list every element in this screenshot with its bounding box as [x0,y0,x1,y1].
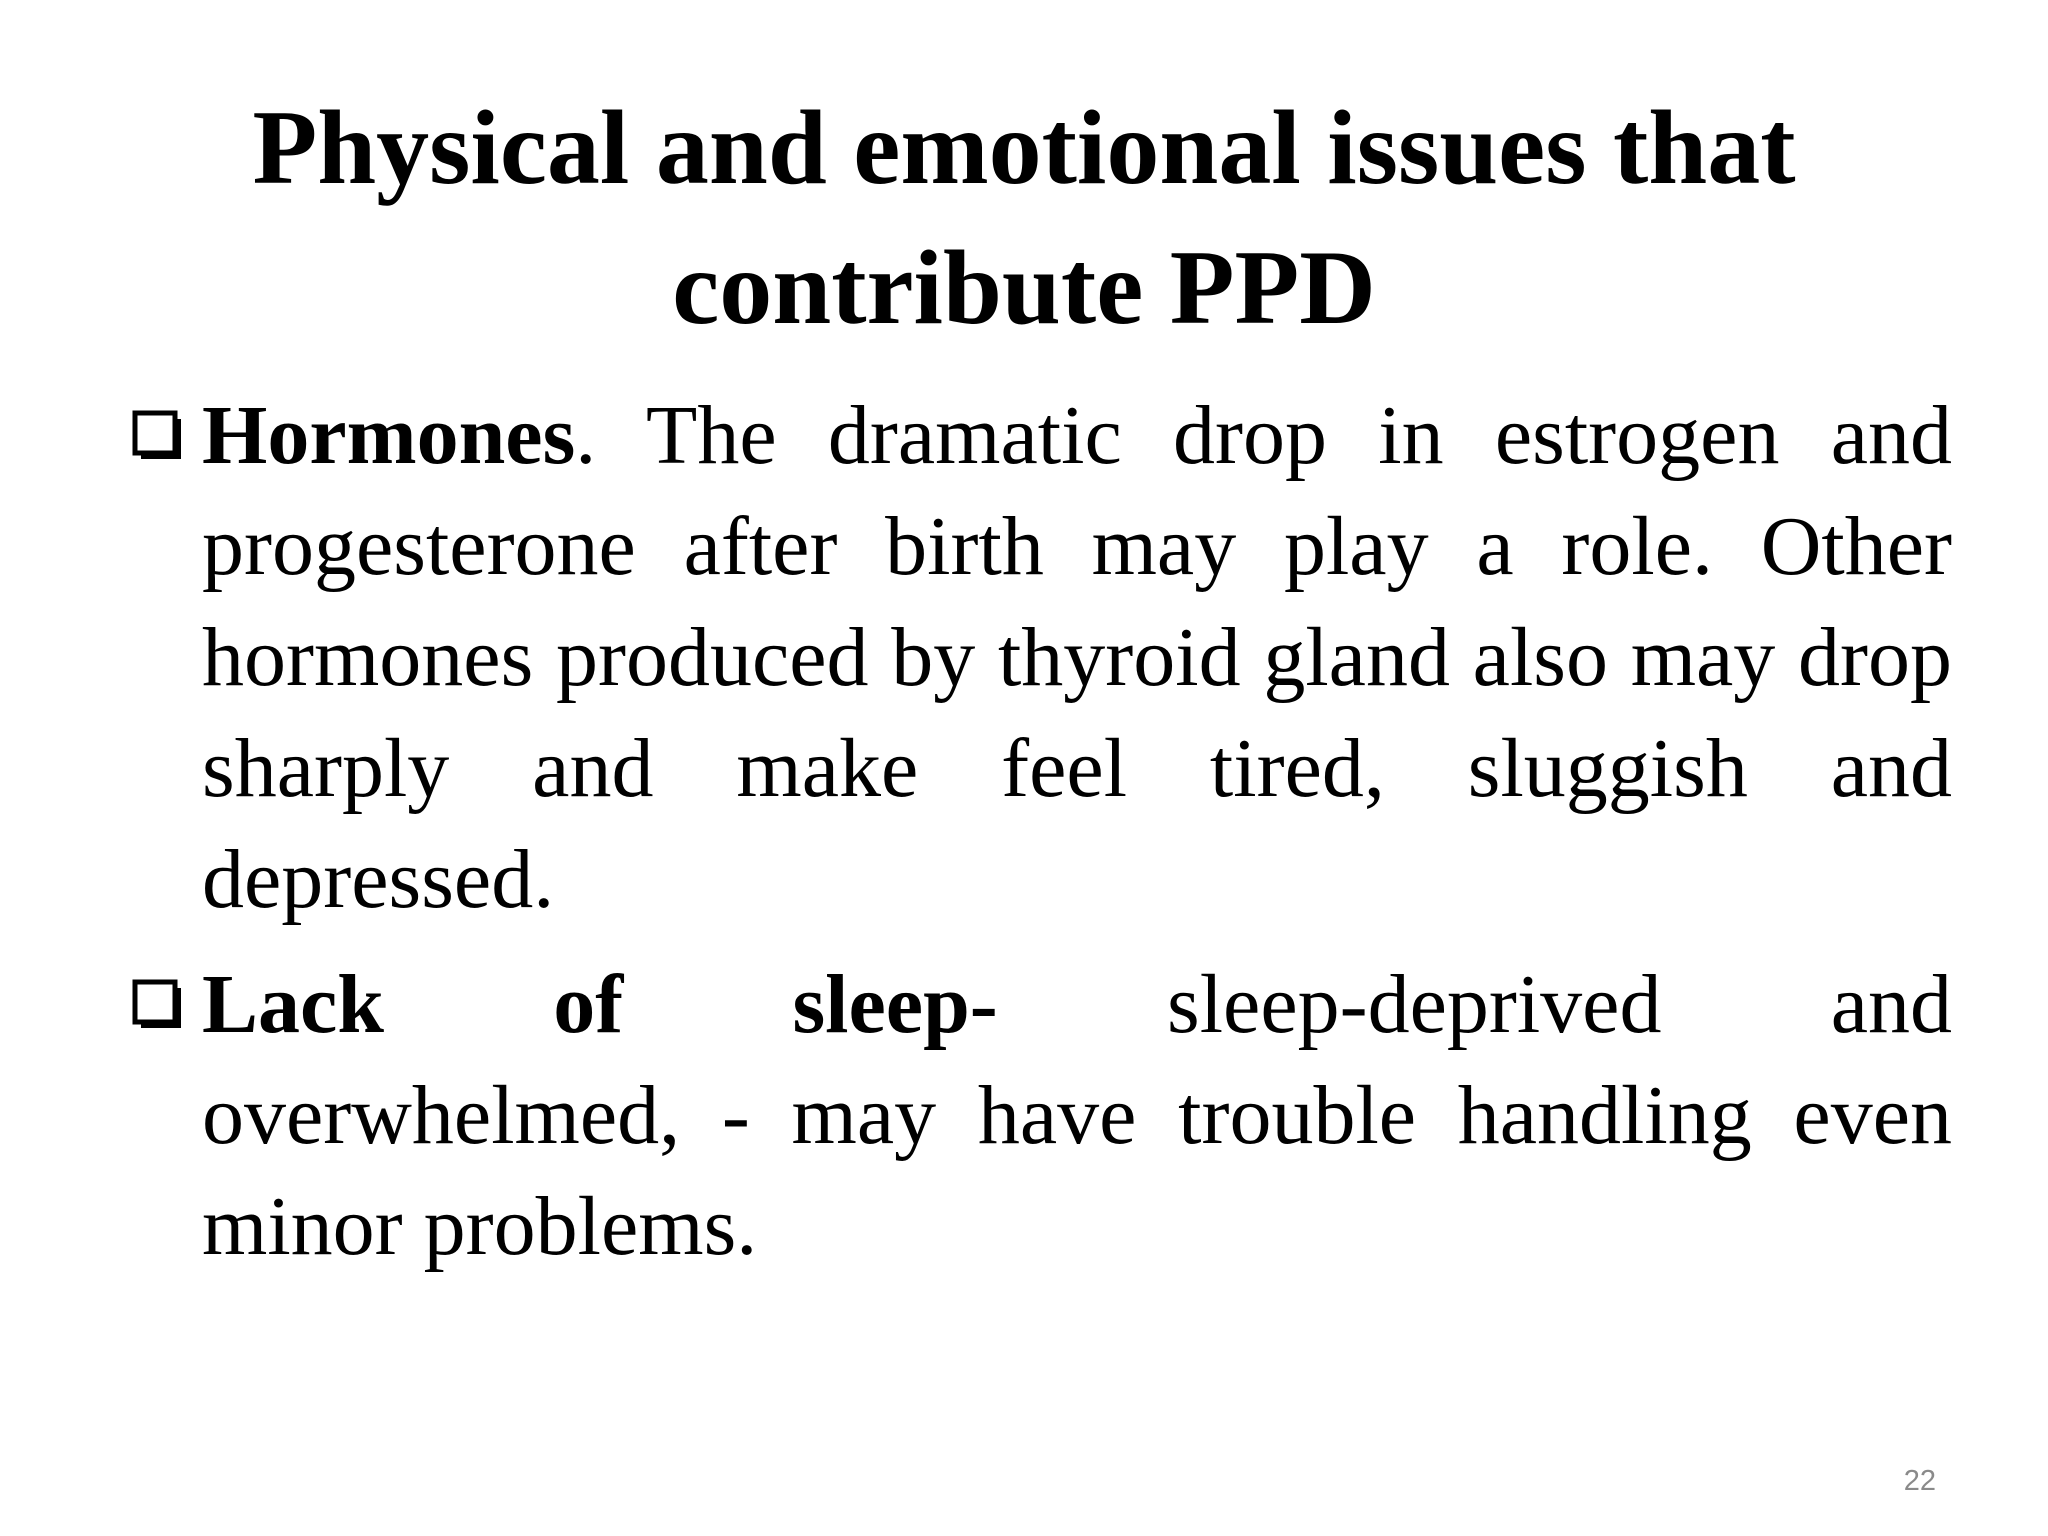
bullet-text-lack-of-sleep-rest: overwhelmed, - may have trouble handling even minor problems. [202,1069,1952,1273]
bullet-term-lack-of-sleep: Lack of sleep- [202,958,998,1051]
bullet-term-hormones: Hormones [202,389,576,482]
slide-number: 22 [1903,1465,1936,1497]
bullet-text-lack-of-sleep-line1: sleep-deprived and [997,958,1952,1051]
bullet-item-lack-of-sleep [132,949,1952,1282]
slide-title-line-2: contribute PPD [672,229,1376,346]
bullet-text-hormones: The dramatic drop in estrogen and progesterone after birth may play a role. Other hormones produced by thyroid gland also may drop sharply and make feel tired, sluggish and depressed. [202,389,1952,926]
slide-title-line-1: Physical and emotional issues that [252,89,1796,206]
bullet-term-punct: . [575,389,597,482]
bullet-first-line [202,949,1952,1060]
bullet-list [132,380,1952,1282]
slide-title [100,78,1948,358]
hollow-square-checkbox-icon [132,410,186,464]
bullet-item-hormones [132,380,1952,935]
hollow-square-checkbox-icon [132,979,186,1033]
